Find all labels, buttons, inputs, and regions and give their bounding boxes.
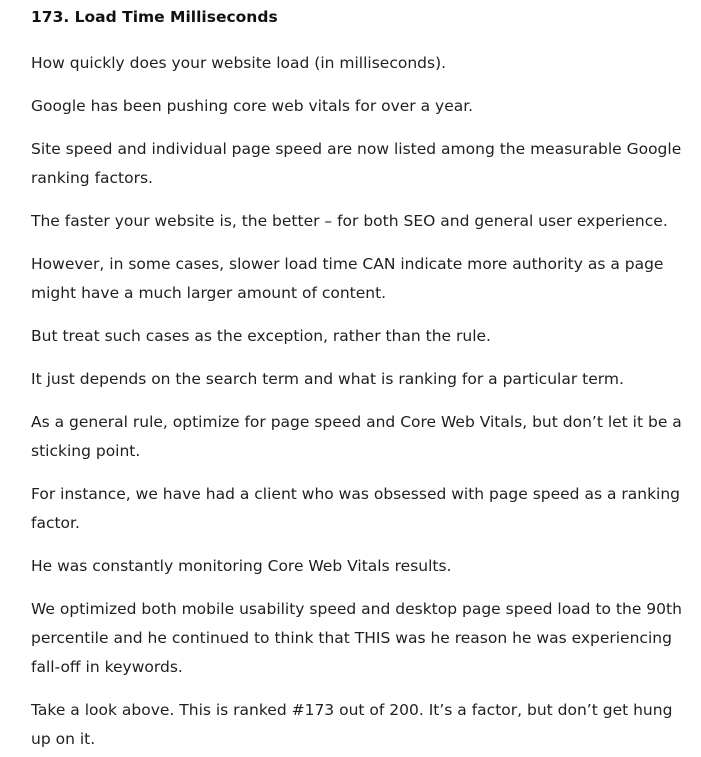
paragraph-2: Google has been pushing core web vitals for over a year. — [31, 97, 474, 115]
paragraph-10: He was constantly monitoring Core Web Vitals results. — [31, 557, 452, 575]
paragraph-1: How quickly does your website load (in milliseconds). — [31, 54, 447, 72]
paragraph-4: The faster your website is, the better – for both SEO and general user experience. — [31, 212, 668, 230]
paragraph-6: But treat such cases as the exception, rather than the rule. — [31, 327, 491, 345]
paragraph-8: As a general rule, optimize for page speed and Core Web Vitals, but don’t let it be a sticking point. — [31, 413, 682, 460]
paragraph-12: Take a look above. This is ranked #173 out of 200. It’s a factor, but don’t get hung up on it. — [31, 701, 673, 748]
paragraph-7: It just depends on the search term and what is ranking for a particular term. — [31, 370, 624, 388]
paragraph-3: Site speed and individual page speed are now listed among the measurable Google ranking factors. — [31, 140, 682, 187]
section-heading: 173. Load Time Milliseconds — [31, 8, 278, 26]
paragraph-11: We optimized both mobile usability speed and desktop page speed load to the 90th percentile and he continued to think that THIS was he reason he was experiencing fall-off in keywords. — [31, 600, 682, 676]
paragraph-5: However, in some cases, slower load time CAN indicate more authority as a page might have a much larger amount of content. — [31, 255, 664, 302]
paragraph-9: For instance, we have had a client who was obsessed with page speed as a ranking factor. — [31, 485, 681, 532]
